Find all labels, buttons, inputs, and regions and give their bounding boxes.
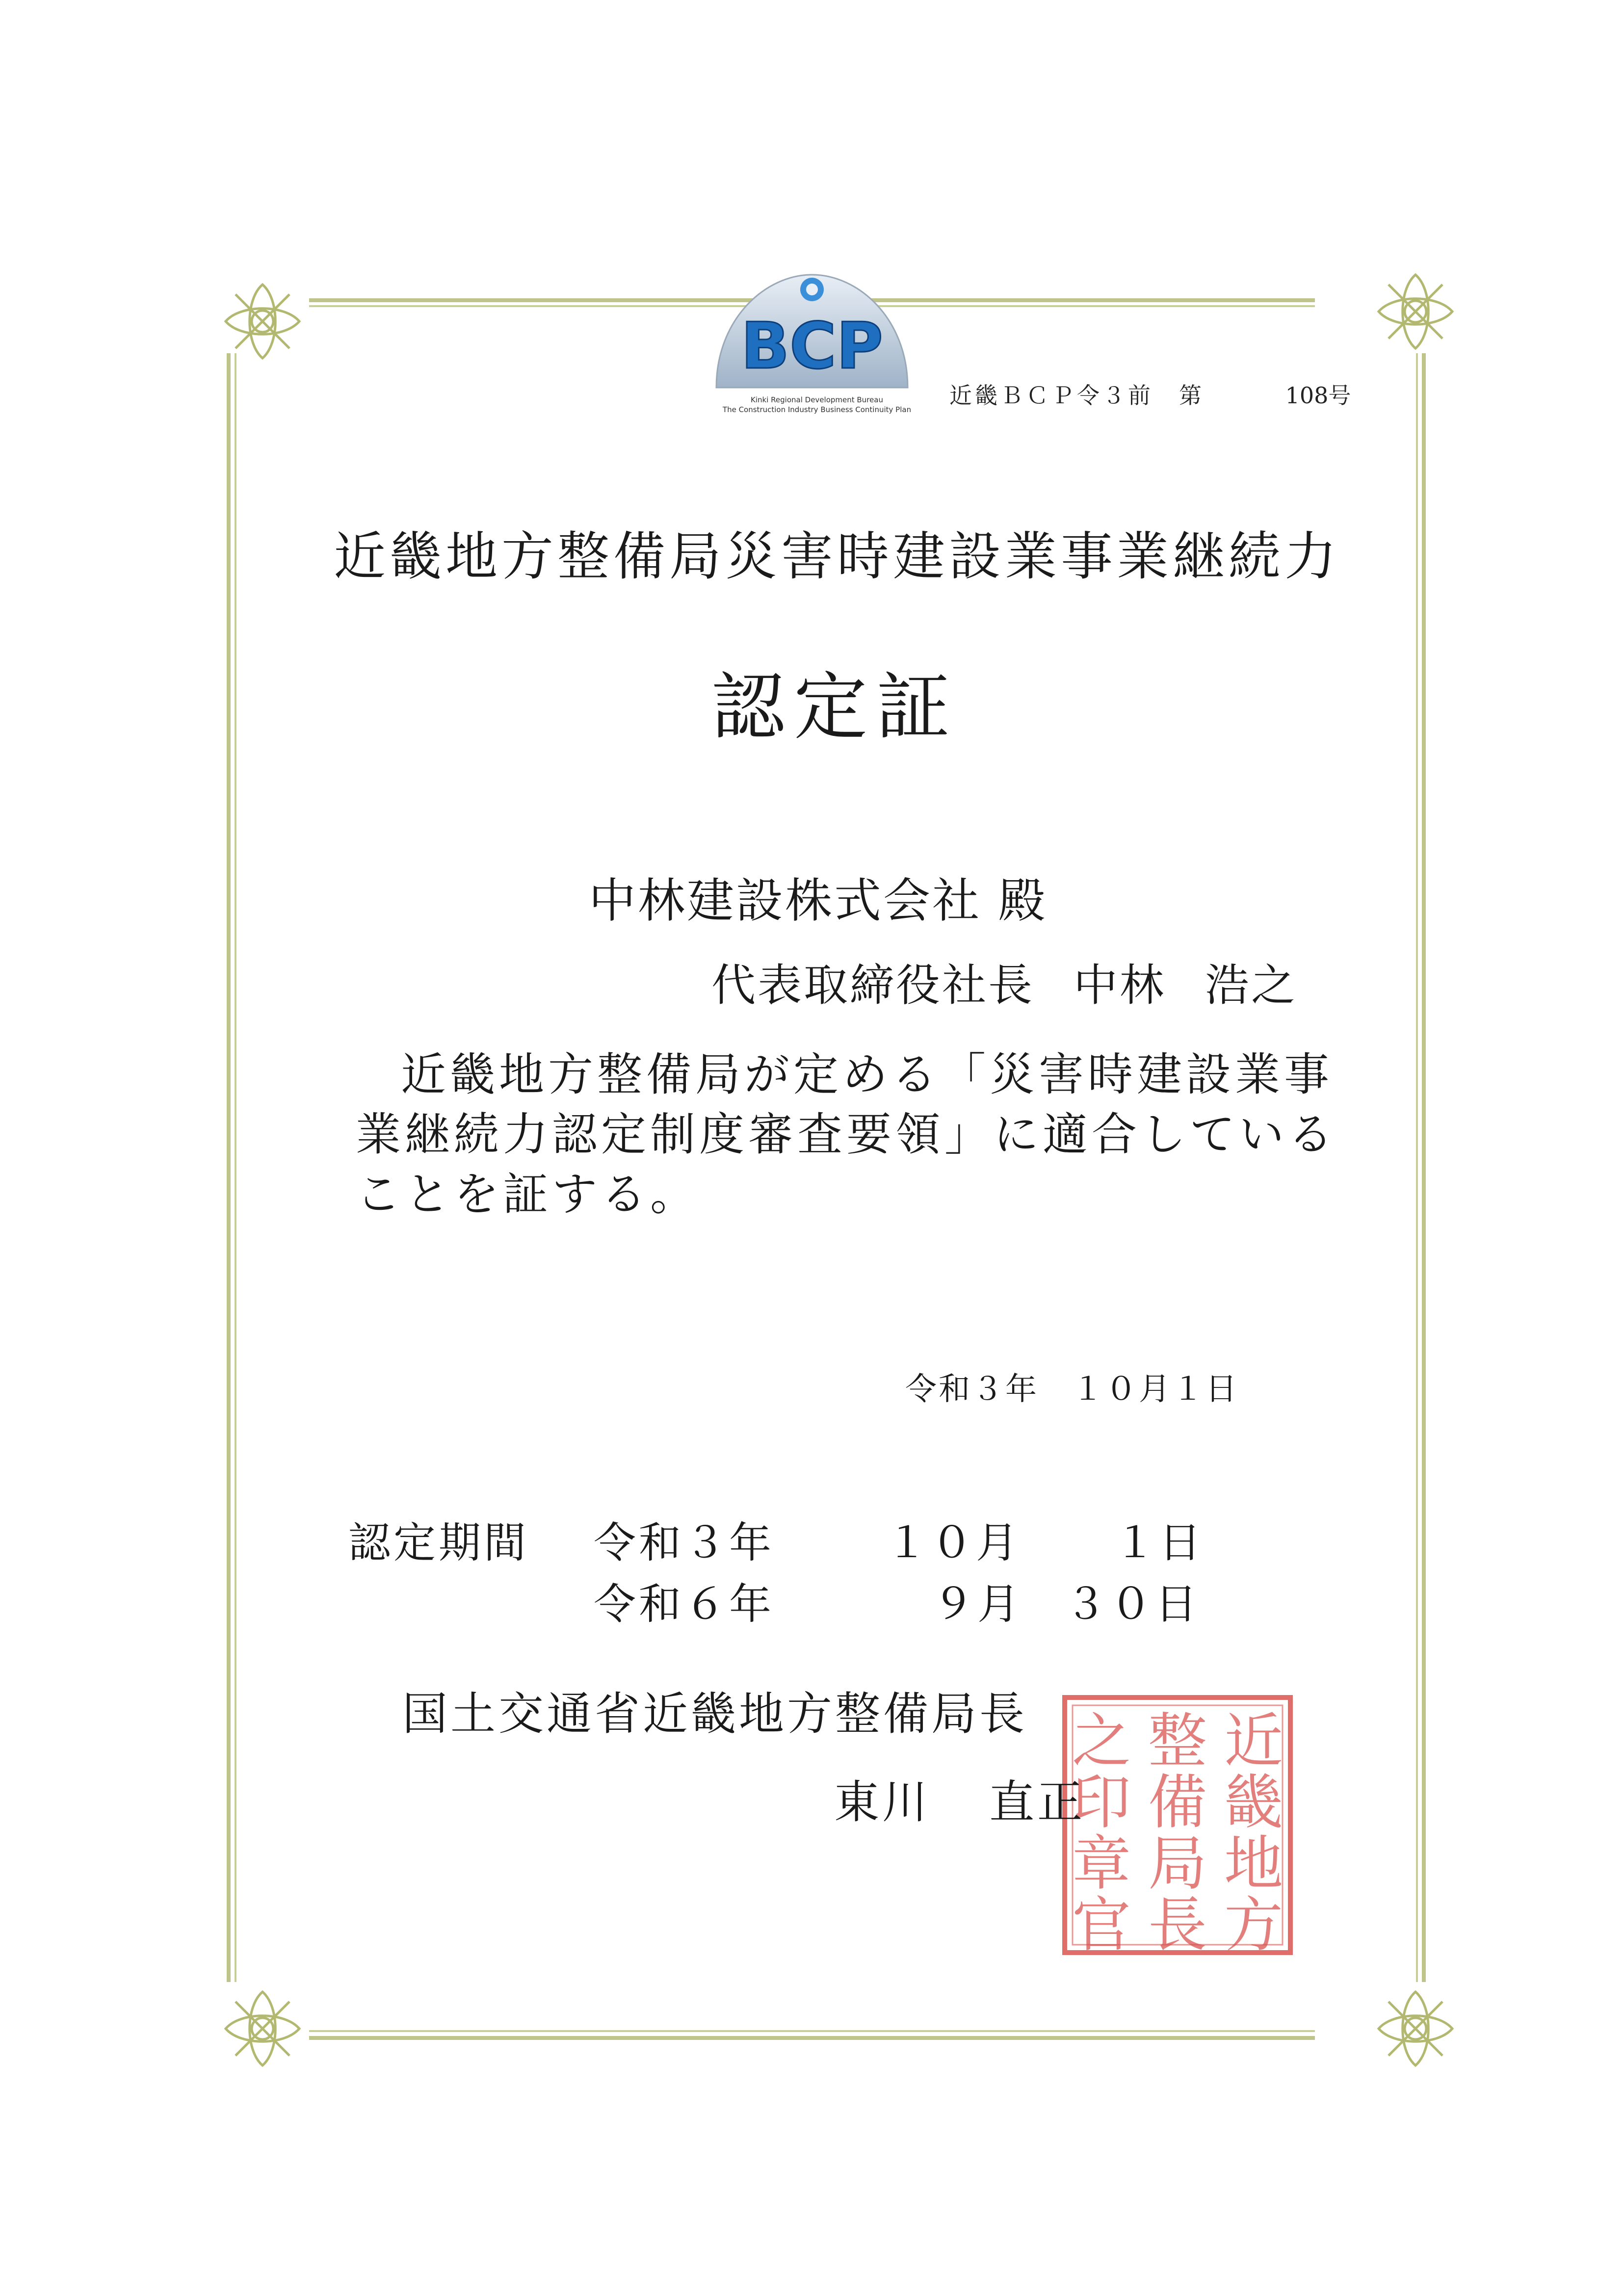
border-left-outer xyxy=(227,353,231,1982)
corner-ornament-bottom-left xyxy=(216,1982,309,2075)
statement-line-2: 業継続力認定制度審査要領」に適合している xyxy=(356,1108,1337,1161)
issuer-office: 国土交通省近畿地方整備局長 xyxy=(402,1688,1028,1740)
corner-ornament-top-right xyxy=(1369,265,1462,358)
seal-glyph: 章 xyxy=(1072,1830,1131,1898)
certification-statement xyxy=(356,1045,1337,1225)
seal-glyph: 局 xyxy=(1148,1830,1207,1898)
representative-role: 代表取締役社長 xyxy=(711,960,1034,1011)
logo-caption xyxy=(702,395,932,415)
period-end-year: 令和６年 xyxy=(594,1580,774,1629)
period-end-day: ３０日 xyxy=(1065,1580,1200,1629)
border-bottom-inner xyxy=(309,2030,1315,2032)
seal-glyph: 近 xyxy=(1224,1707,1283,1775)
period-start-month: １０月 xyxy=(886,1518,1021,1567)
period-label: 認定期間 xyxy=(348,1518,529,1567)
issuer-title: 近畿地方整備局災害時建設業事業継続力 xyxy=(334,526,1340,587)
representative xyxy=(711,949,1297,1013)
official-seal xyxy=(1055,1688,1300,1962)
representative-surname: 中林 xyxy=(1074,960,1166,1011)
issuer-given-name: 直正 xyxy=(989,1776,1086,1828)
seal-glyph: 畿 xyxy=(1224,1769,1283,1837)
certificate-number-value: 108号 xyxy=(1285,382,1351,409)
corner-ornament-bottom-right xyxy=(1369,1982,1462,2075)
certificate-number-label: 近畿ＢＣＰ令３前 第 xyxy=(949,382,1205,409)
seal-glyph: 之 xyxy=(1072,1707,1131,1775)
border-right-outer xyxy=(1422,353,1426,1982)
issuer-name xyxy=(834,1766,1085,1831)
logo-caption-line1: Kinki Regional Development Bureau xyxy=(751,395,883,404)
seal-glyph: 整 xyxy=(1148,1707,1207,1775)
seal-glyph: 備 xyxy=(1148,1769,1207,1837)
recipient-company: 中林建設株式会社 殿 xyxy=(589,873,1048,928)
seal-glyph: 地 xyxy=(1224,1830,1283,1898)
seal-glyph: 長 xyxy=(1148,1891,1207,1959)
statement-line-3: ことを証する。 xyxy=(356,1168,700,1221)
seal-glyph: 印 xyxy=(1072,1769,1131,1837)
logo-caption-line2: The Construction Industry Business Continuity Plan xyxy=(722,405,912,414)
issuer-surname: 東川 xyxy=(834,1776,931,1828)
statement-line-1: 近畿地方整備局が定める「災害時建設業事 xyxy=(401,1048,1334,1101)
corner-ornament-top-left xyxy=(216,275,309,368)
period-start-year: 令和３年 xyxy=(594,1518,774,1567)
bcp-logo-text: BCP xyxy=(741,309,883,383)
issue-date: 令和３年 １０月１日 xyxy=(905,1371,1239,1408)
border-right-inner xyxy=(1416,353,1418,1982)
document-title: 認定証 xyxy=(711,665,959,750)
period-start-day: １日 xyxy=(1114,1518,1204,1567)
seal-glyph: 官 xyxy=(1072,1891,1131,1959)
period-end-month: ９月 xyxy=(932,1580,1022,1629)
border-bottom-outer xyxy=(309,2036,1315,2040)
seal-glyph: 方 xyxy=(1224,1891,1283,1959)
certificate-number xyxy=(949,378,1420,410)
representative-given-name: 浩之 xyxy=(1205,960,1297,1011)
border-left-inner xyxy=(235,353,236,1982)
